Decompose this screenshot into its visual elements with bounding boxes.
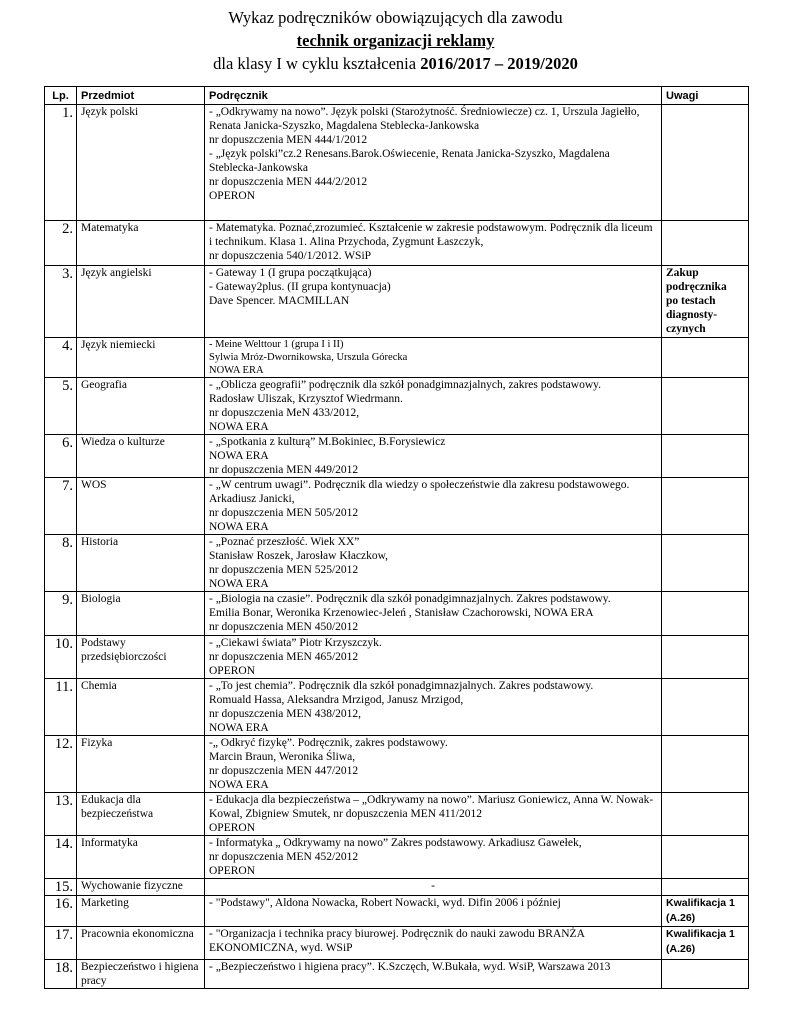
table-row (45, 793, 749, 836)
row-number: 10. (45, 636, 77, 679)
row-notes (662, 836, 749, 879)
row-subject: Wiedza o kulturze (77, 435, 205, 478)
row-number: 16. (45, 896, 77, 927)
row-notes (662, 535, 749, 592)
row-textbook: - „Bezpieczeństwo i higiena pracy”. K.Szczęch, W.Bukała, wyd. WsiP, Warszawa 2013 (205, 960, 662, 989)
row-subject: Język niemiecki (77, 338, 205, 378)
row-number: 3. (45, 266, 77, 338)
row-subject: Marketing (77, 896, 205, 927)
row-notes: Kwalifikacja 1 (A.26) (662, 896, 749, 927)
row-textbook: - „Spotkania z kulturą” M.Bokiniec, B.Forysiewicz NOWA ERA nr dopuszczenia MEN 449/2012 (205, 435, 662, 478)
row-subject: Edukacja dla bezpieczeństwa (77, 793, 205, 836)
row-number: 7. (45, 478, 77, 535)
row-subject: Język angielski (77, 266, 205, 338)
table-row (45, 879, 749, 896)
row-subject: Fizyka (77, 736, 205, 793)
row-subject: Matematyka (77, 221, 205, 266)
table-row (45, 435, 749, 478)
table-row (45, 378, 749, 435)
document-title-line1: Wykaz podręczników obowiązujących dla zawodu (228, 8, 563, 27)
row-notes (662, 879, 749, 896)
row-textbook: - „Poznać przeszłość. Wiek XX” Stanisław Roszek, Jarosław Kłaczkow, nr dopuszczenia MEN 525/2012 NOWA ERA (205, 535, 662, 592)
row-subject: Informatyka (77, 836, 205, 879)
row-number: 14. (45, 836, 77, 879)
row-number: 17. (45, 927, 77, 960)
header-przedmiot: Przedmiot (77, 87, 205, 105)
row-number: 4. (45, 338, 77, 378)
row-subject: Bezpieczeństwo i higiena pracy (77, 960, 205, 989)
row-textbook: - Edukacja dla bezpieczeństwa – „Odkrywamy na nowo”. Mariusz Goniewicz, Anna W. Nowak-Kowal, Zbigniew Smutek, nr dopuszczenia MEN 411/2012 OPERON (205, 793, 662, 836)
row-number: 5. (45, 378, 77, 435)
row-textbook: - „Biologia na czasie”. Podręcznik dla szkół ponadgimnazjalnych. Zakres podstawowy. Emilia Bonar, Weronika Krzenowiec-Jeleń , Stanisław Czachorowski, NOWA ERA nr dopuszczenia MEN 450/2012 (205, 592, 662, 636)
header-lp: Lp. (45, 87, 77, 105)
row-number: 1. (45, 105, 77, 221)
document-title-cycle (0, 53, 791, 75)
row-textbook: - „To jest chemia”. Podręcznik dla szkół ponadgimnazjalnych. Zakres podstawowy. Romuald Hassa, Aleksandra Mrzigod, Janusz Mrzigod, nr dopuszczenia MEN 438/2012, NOWA ERA (205, 679, 662, 736)
document-title-profession: technik organizacji reklamy (296, 31, 495, 50)
header-podrecznik: Podręcznik (205, 87, 662, 105)
row-subject: Geografia (77, 378, 205, 435)
row-notes (662, 221, 749, 266)
row-notes: Zakup podręcznika po testach diagnosty- czynych (662, 266, 749, 338)
table-row (45, 636, 749, 679)
row-subject: Podstawy przedsiębiorczości (77, 636, 205, 679)
row-textbook: - „Odkrywamy na nowo”. Język polski (Starożytność. Średniowiecze) cz. 1, Urszula Jagiełło, Renata Janicka-Szyszko, Magdalena Steblecka-Jankowska nr dopuszczenia MEN 444/1/2012 - „Język polski”cz.2 Renesans.Barok.Oświecenie, Renata Janicka-Szyszko, Magdalena Steblecka-Jankowska nr dopuszczenia MEN 444/2/2012 OPERON (205, 105, 662, 221)
row-textbook: - „Oblicza geografii” podręcznik dla szkół ponadgimnazjalnych, zakres podstawowy. Radosław Uliszak, Krzysztof Wiedrmann. nr dopuszczenia MeN 433/2012, NOWA ERA (205, 378, 662, 435)
row-number: 9. (45, 592, 77, 636)
row-textbook: - Informatyka „ Odkrywamy na nowo” Zakres podstawowy. Arkadiusz Gawełek, nr dopuszczenia MEN 452/2012 OPERON (205, 836, 662, 879)
table-row (45, 338, 749, 378)
row-number: 2. (45, 221, 77, 266)
row-textbook: - Gateway 1 (I grupa początkująca) - Gateway2plus. (II grupa kontynuacja) Dave Spencer. MACMILLAN (205, 266, 662, 338)
row-subject: Wychowanie fizyczne (77, 879, 205, 896)
row-number: 6. (45, 435, 77, 478)
row-subject: Język polski (77, 105, 205, 221)
table-row (45, 679, 749, 736)
table-row (45, 478, 749, 535)
row-subject: Historia (77, 535, 205, 592)
table-row (45, 960, 749, 989)
table-row (45, 266, 749, 338)
row-notes: Kwalifikacja 1 (A.26) (662, 927, 749, 960)
row-notes (662, 636, 749, 679)
row-notes (662, 679, 749, 736)
row-notes (662, 592, 749, 636)
header-uwagi: Uwagi (662, 87, 749, 105)
row-textbook: - „Ciekawi świata” Piotr Krzyszczyk. nr dopuszczenia MEN 465/2012 OPERON (205, 636, 662, 679)
textbook-table (44, 86, 749, 989)
row-number: 8. (45, 535, 77, 592)
row-notes (662, 435, 749, 478)
row-textbook: - „W centrum uwagi”. Podręcznik dla wiedzy o społeczeństwie dla zakresu podstawowego. Arkadiusz Janicki, nr dopuszczenia MEN 505/2012 NOWA ERA (205, 478, 662, 535)
table-row (45, 927, 749, 960)
table-row (45, 836, 749, 879)
table-row (45, 896, 749, 927)
row-number: 13. (45, 793, 77, 836)
row-notes (662, 378, 749, 435)
row-textbook: - Meine Welttour 1 (grupa I i II) Sylwia Mróz-Dwornikowska, Urszula Górecka NOWA ERA (205, 338, 662, 378)
table-row (45, 592, 749, 636)
table-row (45, 736, 749, 793)
row-notes (662, 338, 749, 378)
row-textbook: - "Podstawy", Aldona Nowacka, Robert Nowacki, wyd. Difin 2006 i później (205, 896, 662, 927)
row-subject: Biologia (77, 592, 205, 636)
row-textbook: - (205, 879, 662, 896)
row-number: 11. (45, 679, 77, 736)
row-subject: Chemia (77, 679, 205, 736)
row-number: 18. (45, 960, 77, 989)
table-header-row (45, 87, 749, 105)
row-number: 12. (45, 736, 77, 793)
table-row (45, 105, 749, 221)
row-textbook: - Matematyka. Poznać,zrozumieć. Kształcenie w zakresie podstawowym. Podręcznik dla liceum i technikum. Klasa 1. Alina Przychoda, Zygmunt Łaszczyk, nr dopuszczenia 540/1/2012. WSiP (205, 221, 662, 266)
row-number: 15. (45, 879, 77, 896)
row-notes (662, 960, 749, 989)
row-notes (662, 793, 749, 836)
table-row (45, 535, 749, 592)
cycle-years: 2016/2017 – 2019/2020 (420, 54, 578, 73)
row-subject: WOS (77, 478, 205, 535)
cycle-prefix: dla klasy I w cyklu kształcenia (213, 54, 421, 73)
row-notes (662, 105, 749, 221)
row-subject: Pracownia ekonomiczna (77, 927, 205, 960)
row-textbook: - "Organizacja i technika pracy biurowej. Podręcznik do nauki zawodu BRANŻA EKONOMICZNA, wyd. WSiP (205, 927, 662, 960)
row-notes (662, 478, 749, 535)
row-notes (662, 736, 749, 793)
row-textbook: -„ Odkryć fizykę”. Podręcznik, zakres podstawowy. Marcin Braun, Weronika Śliwa, nr dopuszczenia MEN 447/2012 NOWA ERA (205, 736, 662, 793)
table-row (45, 221, 749, 266)
